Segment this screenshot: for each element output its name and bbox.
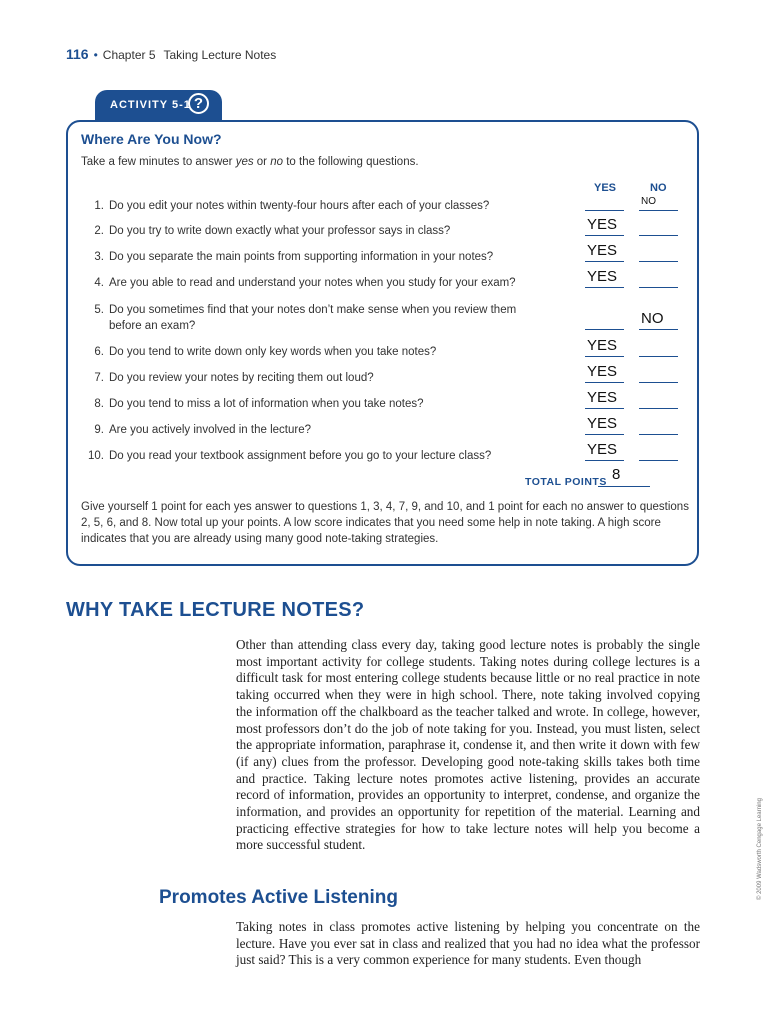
question-number: 5. [94,304,104,316]
question-number: 4. [94,277,104,289]
yes-column-header: YES [594,182,617,194]
bullet-separator: • [93,48,98,62]
question-text: Do you review your notes by reciting them out loud? [109,372,374,384]
question-item [86,302,536,334]
question-text: Do you read your textbook assignment before you go to your lecture class? [109,450,492,462]
activity-instructions: Take a few minutes to answer yes or no to the following questions. [81,156,419,168]
page-number: 116 [66,46,89,62]
body-paragraph-2: Taking notes in class promotes active listening by helping you concentrate on the lecture. Have you ever sat in class and realized that you had no idea what the professor just said? This is a very common experience for many students. Even though [236,919,700,968]
scoring-instructions: Give yourself 1 point for each yes answer to questions 1, 3, 4, 7, 9, and 10, and 1 point for each no answer to questions 2, 5, 6, and 8. Now total up your points. A low score indicates that you need some help in note taking. A high score indicates that you are already using many good note-taking strategies. [81,501,689,545]
question-text: Are you able to read and understand your notes when you study for your exam? [109,277,516,289]
no-answer-line [639,261,678,262]
question-number: 1. [94,200,104,212]
yes-answer[interactable]: YES [587,216,618,233]
activity-tab-label: ACTIVITY 5-1 [110,99,191,111]
question-number: 6. [94,346,104,358]
no-answer-line [639,235,678,236]
question-item [86,344,536,360]
yes-answer[interactable]: YES [587,415,618,432]
yes-answer-line [585,408,624,409]
question-text: Are you actively involved in the lecture? [109,424,311,436]
question-item [86,275,536,291]
yes-answer-line [585,329,624,330]
question-text-continued: before an exam? [109,320,196,332]
question-number: 8. [94,398,104,410]
no-answer-line [639,434,678,435]
yes-answer-line [585,261,624,262]
yes-answer-line [585,356,624,357]
question-item [86,223,536,239]
yes-answer-line [585,210,624,211]
yes-answer[interactable]: YES [587,337,618,354]
no-answer[interactable]: NO [641,310,664,327]
activity-tab [95,90,222,120]
question-item [86,198,536,214]
copyright-notice: © 2009 Wadsworth Cengage Learning [757,798,763,900]
total-points-line [598,486,650,487]
question-item [86,249,536,265]
yes-answer[interactable]: YES [587,242,618,259]
running-header [66,46,276,62]
no-answer-line [639,356,678,357]
section-label: Taking Lecture Notes [163,48,277,62]
total-points-value[interactable]: 8 [612,466,621,483]
yes-answer-line [585,460,624,461]
no-answer[interactable]: NO [641,196,656,207]
no-answer-line [639,408,678,409]
subsection-heading: Promotes Active Listening [159,887,398,908]
no-answer-line [639,382,678,383]
question-text: Do you tend to write down only key words when you take notes? [109,346,437,358]
no-answer-line [639,287,678,288]
yes-answer[interactable]: YES [587,389,618,406]
body-paragraph: Other than attending class every day, taking good lecture notes is probably the single most important activity for college students. Taking notes during college lectures is a difficult task for most entering college students because little or no real practice in note taking occurred when they were in high school. There, note taking involved copying the information off the chalkboard as the teacher talked and wrote. In college, however, most professors don’t do the job of note taking for you. Instead, you must listen, select the appropriate information, paraphrase it, condense it, and then write it down with few (if any) clues from the professor. Developing good note-taking skills takes both time and practice. Taking lecture notes promotes active listening, provides an accurate record of information, provides an opportunity to interpret, condense, and organize the information, and provides an opportunity for repetition of the material. Learning and practicing effective strategies for how to take lecture notes will help you become a more successful student. [236,637,700,853]
yes-answer[interactable]: YES [587,363,618,380]
no-column-header: NO [650,182,667,194]
no-answer-line [639,460,678,461]
question-item [86,370,536,386]
question-text: Do you tend to miss a lot of information when you take notes? [109,398,424,410]
question-item [86,396,536,412]
question-item [86,448,536,464]
section-heading: WHY TAKE LECTURE NOTES? [66,599,365,621]
total-points-label: TOTAL POINTS [525,476,607,488]
yes-answer-line [585,287,624,288]
yes-answer[interactable]: YES [587,268,618,285]
question-number: 3. [94,251,104,263]
question-text: Do you try to write down exactly what your professor says in class? [109,225,451,237]
question-number: 7. [94,372,104,384]
question-number: 2. [94,225,104,237]
no-answer-line [639,210,678,211]
question-text: Do you edit your notes within twenty-four hours after each of your classes? [109,200,490,212]
yes-answer[interactable]: YES [587,441,618,458]
question-number: 9. [94,424,104,436]
question-number: 10. [88,450,104,462]
question-text: Do you sometimes find that your notes don’t make sense when you review them [109,304,517,316]
chapter-label: Chapter 5 [102,48,156,62]
activity-title: Where Are You Now? [81,131,222,147]
yes-answer-line [585,235,624,236]
yes-answer-line [585,434,624,435]
question-mark-icon: ? [188,93,209,114]
question-item [86,422,536,438]
question-text: Do you separate the main points from supporting information in your notes? [109,251,494,263]
yes-answer-line [585,382,624,383]
no-answer-line [639,329,678,330]
